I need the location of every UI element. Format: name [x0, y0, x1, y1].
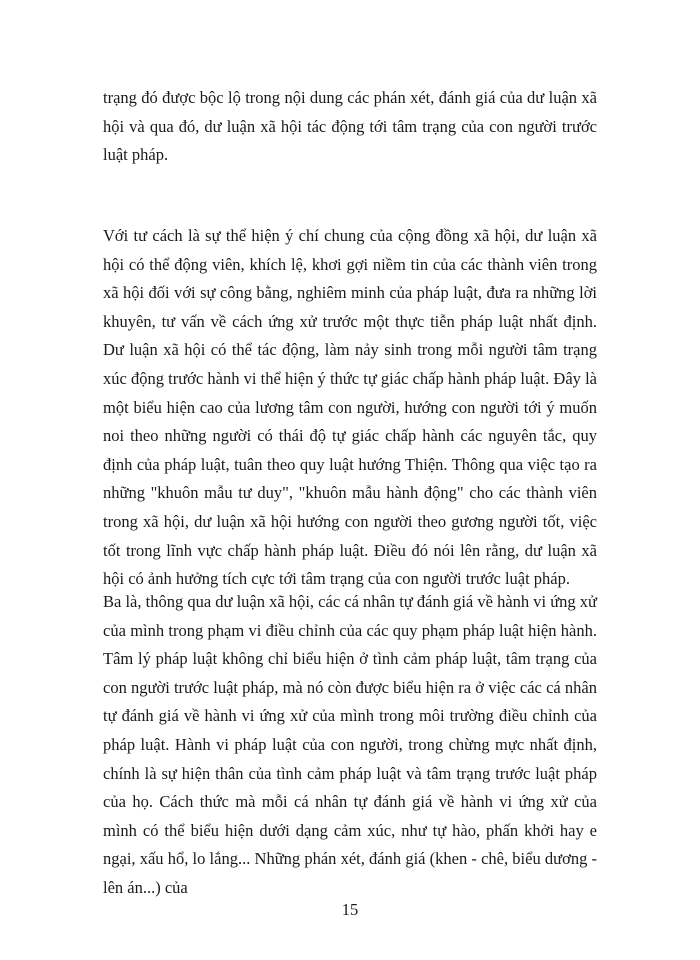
paragraph-3: Ba là, thông qua dư luận xã hội, các cá nhân tự đánh giá về hành vi ứng xử của mình trong phạm vi điều chỉnh của các quy phạm pháp luật hiện hành. Tâm lý pháp luật không chỉ biểu hiện ở tình cảm pháp luật, tâm trạng của con người trước luật pháp, mà nó còn được biểu hiện ra ở việc các cá nhân tự đánh giá về hành vi ứng xử của mình trong môi trường điều chỉnh của pháp luật. Hành vi pháp luật của con người, trong chừng mực nhất định, chính là sự hiện thân của tình cảm pháp luật và tâm trạng trước luật pháp của họ. Cách thức mà mỗi cá nhân tự đánh giá về hành vi ứng xử của mình có thể biểu hiện dưới dạng cảm xúc, như tự hào, phấn khởi hay e ngại, xấu hổ, lo lắng... Những phán xét, đánh giá (khen - chê, biểu dương - lên án...) của	[103, 592, 597, 897]
page-number: 15	[341, 900, 359, 919]
paragraph-2: Với tư cách là sự thể hiện ý chí chung của cộng đồng xã hội, dư luận xã hội có thể động viên, khích lệ, khơi gợi niềm tin của các thành viên trong xã hội đối với sự công bằng, nghiêm minh của pháp luật, đưa ra những lời khuyên, tư vấn về cách ứng xử trước một thực tiễn pháp luật nhất định. Dư luận xã hội có thể tác động, làm nảy sinh trong mỗi người tâm trạng xúc động trước hành vi thể hiện ý thức tự giác chấp hành pháp luật. Đây là một biểu hiện cao của lương tâm con người, hướng con người tới ý muốn noi theo những người có thái độ tự giác chấp hành các nguyên tắc, quy định của pháp luật, tuân theo quy luật hướng Thiện. Thông qua việc tạo ra những "khuôn mẫu tư duy", "khuôn mẫu hành động" cho các thành viên trong xã hội, dư luận xã hội hướng con người theo gương người tốt, việc tốt trong lĩnh vực chấp hành pháp luật. Điều đó nói lên rằng, dư luận xã hội có ảnh hưởng tích cực tới tâm trạng của con người trước luật pháp.	[103, 226, 597, 589]
paragraph-1: trạng đó được bộc lộ trong nội dung các phán xét, đánh giá của dư luận xã hội và qua đó, dư luận xã hội tác động tới tâm trạng của con người trước luật pháp.	[103, 88, 597, 165]
